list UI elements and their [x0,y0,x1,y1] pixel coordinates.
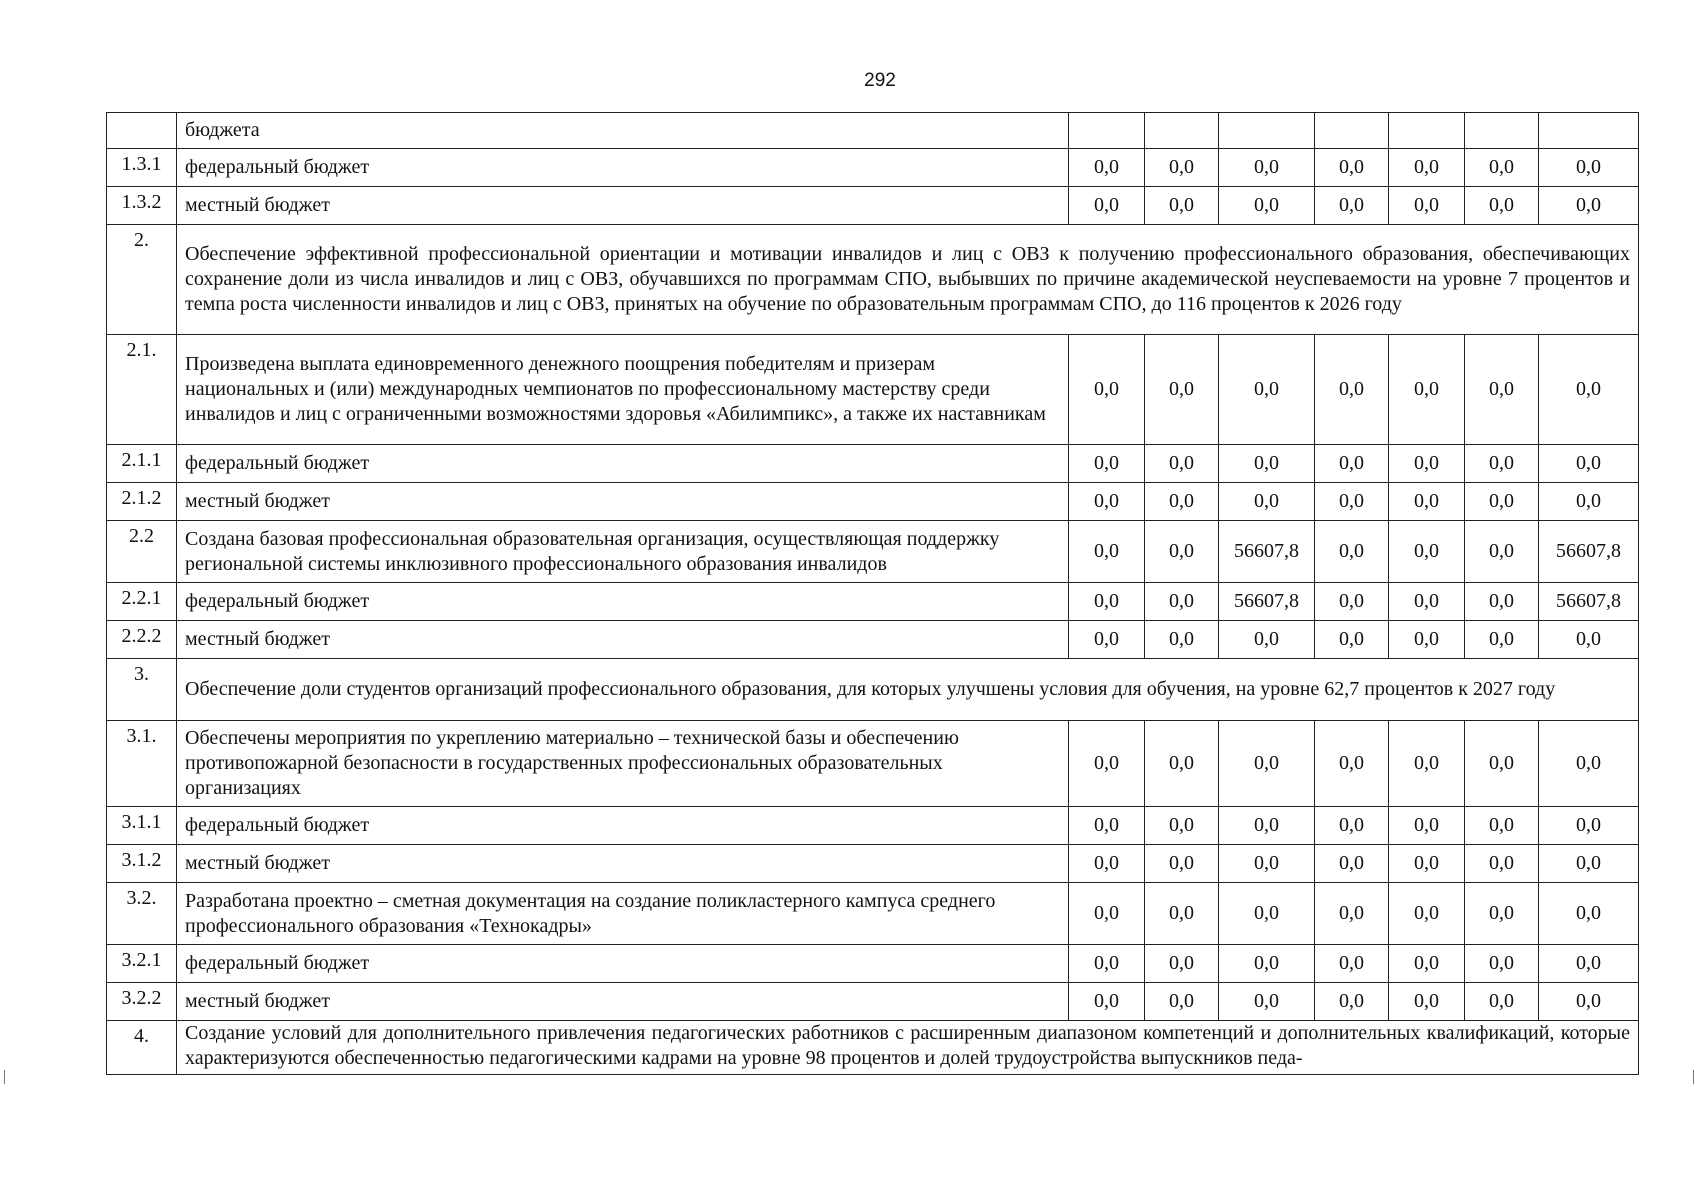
value-cell: 0,0 [1465,583,1539,621]
value-cell: 0,0 [1145,149,1219,187]
row-label: Произведена выплата единовременного денежного поощрения победителям и призерам национальных и (или) международных чемпионатов по профессиональному мастерству среди инвалидов и лиц с ограниченными возможностями здоровья «Абилимпикс», а также их наставникам [177,335,1069,445]
row-number: 1.3.1 [107,149,177,187]
value-cell: 0,0 [1465,945,1539,983]
value-cell: 56607,8 [1219,521,1315,583]
row-number: 2.1.2 [107,483,177,521]
table-row [107,335,1639,445]
row-label: местный бюджет [177,621,1069,659]
value-cell: 0,0 [1465,807,1539,845]
value-cell: 0,0 [1219,807,1315,845]
value-cell: 0,0 [1145,335,1219,445]
value-cell: 0,0 [1315,335,1389,445]
value-cell: 0,0 [1315,483,1389,521]
section-row [107,659,1639,721]
value-cell: 0,0 [1145,883,1219,945]
value-cell: 0,0 [1465,187,1539,225]
value-cell: 0,0 [1145,483,1219,521]
value-cell: 0,0 [1389,807,1465,845]
value-cell: 0,0 [1219,883,1315,945]
value-cell: 0,0 [1069,845,1145,883]
value-cell: 0,0 [1315,883,1389,945]
value-cell: 0,0 [1539,945,1639,983]
value-cell: 0,0 [1389,187,1465,225]
value-cell: 0,0 [1315,187,1389,225]
value-cell: 0,0 [1145,983,1219,1021]
value-cell: 0,0 [1465,883,1539,945]
value-cell: 0,0 [1389,721,1465,807]
value-cell: 0,0 [1465,721,1539,807]
value-cell: 0,0 [1069,149,1145,187]
row-label: федеральный бюджет [177,149,1069,187]
value-cell: 0,0 [1389,335,1465,445]
row-number: 3.1.2 [107,845,177,883]
section-row [107,1021,1639,1075]
table-row [107,113,1639,149]
table-body [107,113,1639,1075]
value-cell: 0,0 [1539,883,1639,945]
value-cell: 0,0 [1219,721,1315,807]
budget-table [106,112,1639,1075]
value-cell: 0,0 [1315,621,1389,659]
value-cell: 0,0 [1539,621,1639,659]
value-cell: 0,0 [1069,983,1145,1021]
value-cell: 0,0 [1389,621,1465,659]
value-cell: 0,0 [1465,445,1539,483]
value-cell: 0,0 [1539,149,1639,187]
row-number: 3.1.1 [107,807,177,845]
value-cell: 0,0 [1219,149,1315,187]
value-cell: 0,0 [1219,945,1315,983]
value-cell: 0,0 [1465,335,1539,445]
row-number: 4. [107,1021,177,1075]
margin-mark [4,1070,5,1084]
table-row [107,483,1639,521]
row-number: 3.2. [107,883,177,945]
row-number: 2.1.1 [107,445,177,483]
value-cell: 0,0 [1219,483,1315,521]
value-cell: 0,0 [1219,983,1315,1021]
value-cell: 56607,8 [1219,583,1315,621]
row-label: Обеспечены мероприятия по укреплению материально – технической базы и обеспечению противопожарной безопасности в государственных профессиональных образовательных организациях [177,721,1069,807]
page-number: 292 [864,70,896,91]
row-number: 2.2 [107,521,177,583]
table-row [107,621,1639,659]
value-cell [1315,113,1389,149]
value-cell: 0,0 [1069,335,1145,445]
value-cell: 0,0 [1219,445,1315,483]
table-row [107,883,1639,945]
value-cell: 0,0 [1389,845,1465,883]
row-label: Разработана проектно – сметная документация на создание поликластерного кампуса среднего профессионального образования «Технокадры» [177,883,1069,945]
value-cell: 0,0 [1539,845,1639,883]
value-cell: 0,0 [1465,845,1539,883]
table-row [107,807,1639,845]
value-cell: 0,0 [1219,845,1315,883]
value-cell: 0,0 [1389,583,1465,621]
value-cell: 0,0 [1389,149,1465,187]
row-number: 3.1. [107,721,177,807]
value-cell: 0,0 [1539,807,1639,845]
value-cell: 0,0 [1315,149,1389,187]
value-cell: 0,0 [1069,583,1145,621]
value-cell [1539,113,1639,149]
section-title: Обеспечение эффективной профессиональной ориентации и мотивации инвалидов и лиц с ОВЗ к получению профессионального образования, обеспечивающих сохранение доли из числа инвалидов и лиц с ОВЗ, обучавшихся по программам СПО, выбывших по причине академической неуспеваемости на уровне 7 процентов и темпа роста численности инвалидов и лиц с ОВЗ, принятых на обучение по образовательным программам СПО, до 116 процентов к 2026 году [177,225,1639,335]
value-cell: 0,0 [1145,721,1219,807]
row-label: местный бюджет [177,187,1069,225]
value-cell: 0,0 [1145,621,1219,659]
table-row [107,583,1639,621]
value-cell: 0,0 [1219,187,1315,225]
value-cell: 0,0 [1145,583,1219,621]
row-label: Создана базовая профессиональная образовательная организация, осуществляющая поддержку региональной системы инклюзивного профессионального образования инвалидов [177,521,1069,583]
value-cell: 0,0 [1069,807,1145,845]
value-cell: 0,0 [1069,445,1145,483]
value-cell [1069,113,1145,149]
margin-mark [1693,1070,1694,1084]
value-cell: 0,0 [1315,983,1389,1021]
value-cell: 0,0 [1315,721,1389,807]
value-cell: 0,0 [1465,483,1539,521]
value-cell: 0,0 [1389,945,1465,983]
value-cell: 0,0 [1539,983,1639,1021]
value-cell: 0,0 [1145,845,1219,883]
value-cell: 0,0 [1069,483,1145,521]
value-cell: 0,0 [1219,621,1315,659]
table-row [107,845,1639,883]
row-number: 1.3.2 [107,187,177,225]
value-cell: 0,0 [1389,983,1465,1021]
value-cell: 0,0 [1315,807,1389,845]
value-cell: 0,0 [1539,445,1639,483]
row-label: федеральный бюджет [177,445,1069,483]
value-cell: 0,0 [1315,521,1389,583]
table-row [107,521,1639,583]
section-row [107,225,1639,335]
row-label: федеральный бюджет [177,945,1069,983]
row-number: 2.1. [107,335,177,445]
value-cell: 56607,8 [1539,521,1639,583]
value-cell: 0,0 [1145,187,1219,225]
row-label: местный бюджет [177,845,1069,883]
table-row [107,187,1639,225]
section-title [177,1021,1639,1075]
value-cell: 0,0 [1145,945,1219,983]
value-cell: 0,0 [1465,521,1539,583]
row-number: 2.2.1 [107,583,177,621]
value-cell: 0,0 [1465,621,1539,659]
value-cell: 0,0 [1219,335,1315,445]
value-cell: 0,0 [1465,983,1539,1021]
value-cell: 0,0 [1069,721,1145,807]
value-cell: 0,0 [1069,945,1145,983]
value-cell: 0,0 [1069,187,1145,225]
value-cell [1389,113,1465,149]
value-cell [1145,113,1219,149]
value-cell: 0,0 [1069,521,1145,583]
section-title-text: Создание условий для дополнительного привлечения педагогических работников с расширенным диапазоном компетенций и дополнительных квалификаций, которые характеризуются обеспеченностью педагогическими кадрами на уровне 98 процентов и долей трудоустройства выпускников педа- [185,1022,1630,1069]
row-label: бюджета [177,113,1069,149]
value-cell: 0,0 [1539,483,1639,521]
value-cell: 0,0 [1315,445,1389,483]
row-label: федеральный бюджет [177,583,1069,621]
section-title: Обеспечение доли студентов организаций профессионального образования, для которых улучшены условия для обучения, на уровне 62,7 процентов к 2027 году [177,659,1639,721]
value-cell: 0,0 [1389,483,1465,521]
row-label: местный бюджет [177,983,1069,1021]
table-row [107,721,1639,807]
value-cell: 0,0 [1539,335,1639,445]
row-label: местный бюджет [177,483,1069,521]
value-cell: 0,0 [1315,583,1389,621]
value-cell: 0,0 [1145,807,1219,845]
value-cell: 0,0 [1465,149,1539,187]
row-number: 3. [107,659,177,721]
value-cell: 0,0 [1145,445,1219,483]
table-row [107,945,1639,983]
row-number: 2. [107,225,177,335]
table-row [107,983,1639,1021]
value-cell: 0,0 [1389,521,1465,583]
row-number [107,113,177,149]
table-row [107,445,1639,483]
value-cell [1219,113,1315,149]
value-cell: 56607,8 [1539,583,1639,621]
value-cell: 0,0 [1315,945,1389,983]
row-number: 3.2.2 [107,983,177,1021]
row-number: 2.2.2 [107,621,177,659]
value-cell: 0,0 [1389,445,1465,483]
row-label: федеральный бюджет [177,807,1069,845]
value-cell: 0,0 [1145,521,1219,583]
row-number: 3.2.1 [107,945,177,983]
value-cell: 0,0 [1389,883,1465,945]
value-cell [1465,113,1539,149]
value-cell: 0,0 [1315,845,1389,883]
value-cell: 0,0 [1539,721,1639,807]
value-cell: 0,0 [1069,621,1145,659]
value-cell: 0,0 [1539,187,1639,225]
table-row [107,149,1639,187]
value-cell: 0,0 [1069,883,1145,945]
